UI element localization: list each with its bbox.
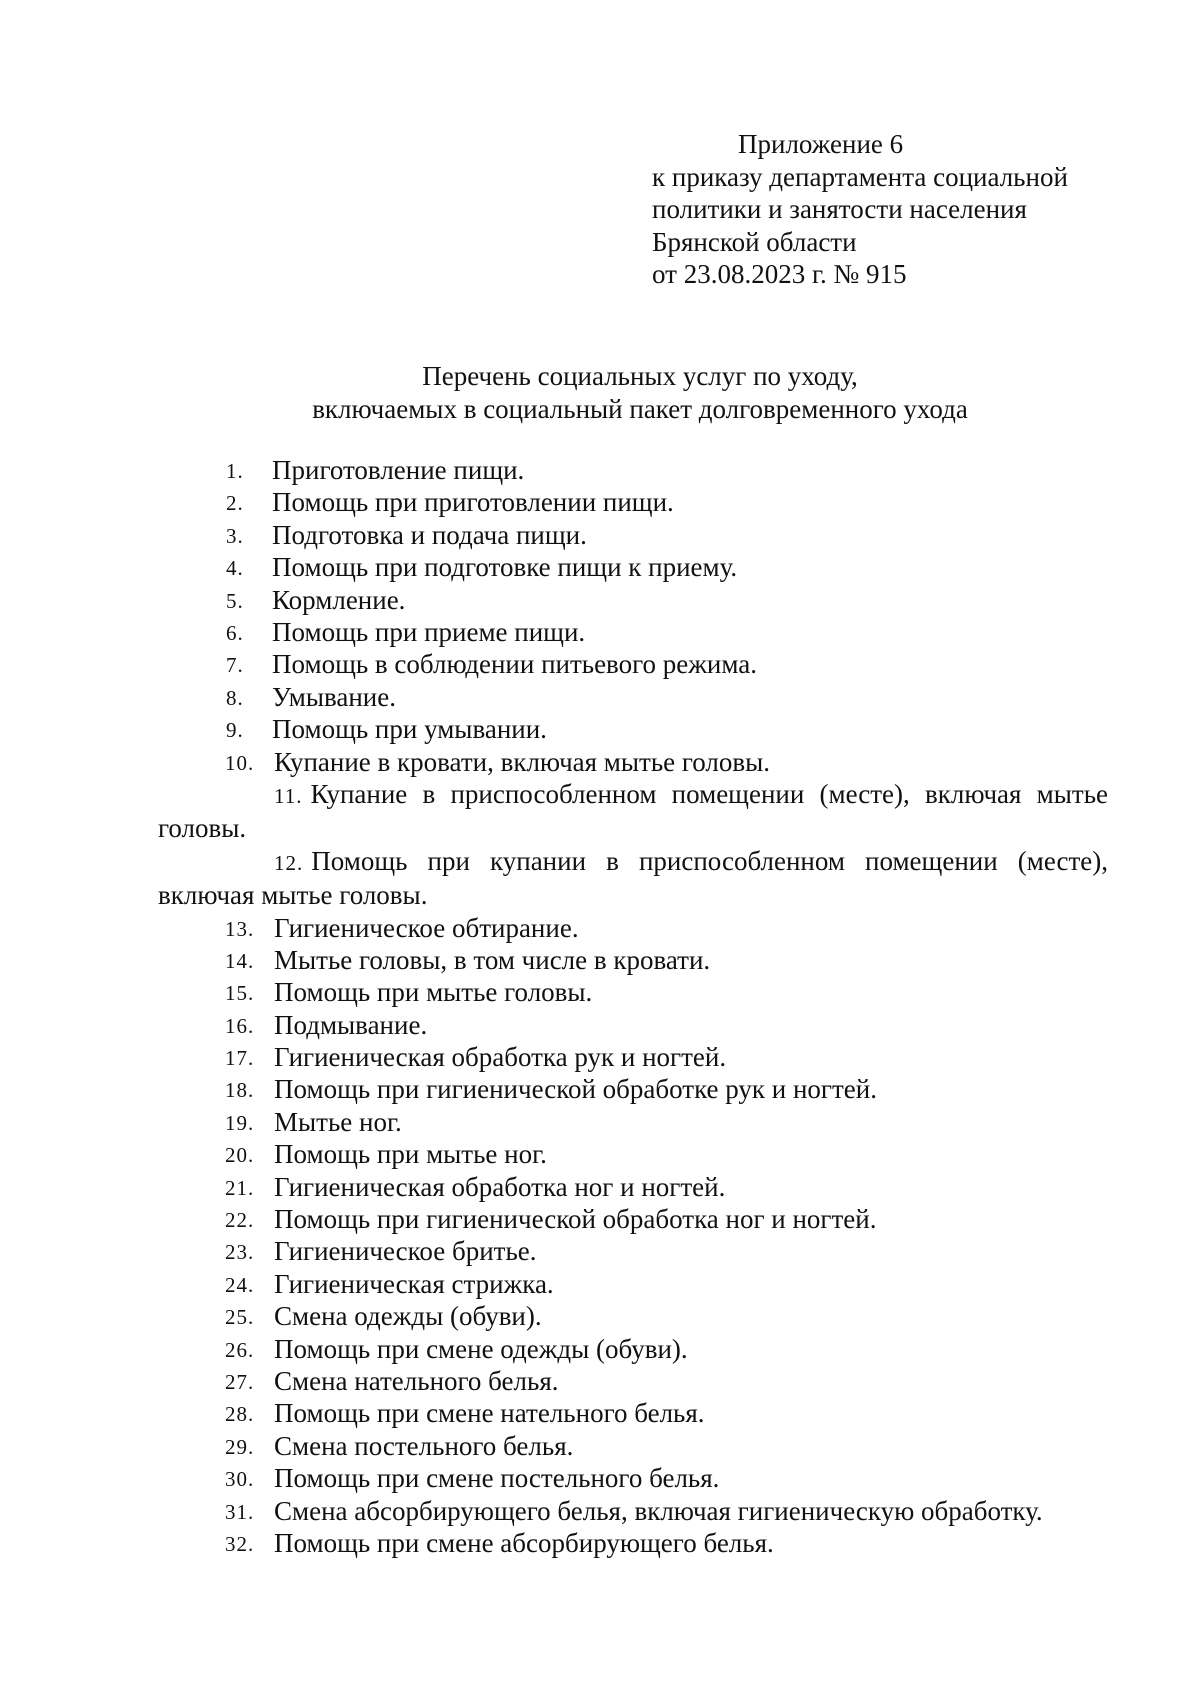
list-item-number: 5. bbox=[226, 588, 244, 613]
appendix-line: к приказу департамента социальной bbox=[652, 161, 1068, 192]
list-item bbox=[158, 944, 1108, 976]
list-item bbox=[158, 912, 1108, 944]
list-item bbox=[158, 1300, 1108, 1332]
list-item-number: 11. bbox=[274, 783, 303, 808]
list-item bbox=[158, 1430, 1108, 1462]
title-line-1: Перечень социальных услуг по уходу, bbox=[422, 361, 858, 391]
list-item-text: Гигиеническая обработка рук и ногтей. bbox=[274, 1042, 727, 1073]
list-item bbox=[158, 486, 1108, 518]
list-item bbox=[158, 1268, 1108, 1300]
list-item-number: 1. bbox=[226, 459, 244, 483]
list-item-text: Помощь при смене абсорбирующего белья. bbox=[274, 1527, 774, 1558]
list-item-number: 14. bbox=[225, 948, 255, 973]
list-item-text: Умывание. bbox=[272, 681, 396, 712]
list-item-text: Помощь при подготовке пищи к приему. bbox=[272, 552, 738, 583]
list-item-number: 16. bbox=[225, 1013, 255, 1038]
list-item-number: 17. bbox=[225, 1046, 255, 1071]
list-item-number: 10. bbox=[225, 750, 255, 775]
list-item-number: 13. bbox=[225, 916, 255, 941]
list-item-number: 4. bbox=[226, 556, 244, 581]
list-item-text: Помощь при гигиенической обработка ног и ногтей. bbox=[274, 1204, 877, 1235]
appendix-line: политики и занятости населения bbox=[652, 194, 1027, 224]
list-item-text: Помощь при умывании. bbox=[272, 714, 547, 745]
list-item-number: 28. bbox=[225, 1402, 255, 1427]
list-item bbox=[158, 1235, 1108, 1267]
list-item bbox=[158, 1138, 1108, 1170]
list-item bbox=[158, 551, 1108, 583]
list-item-text: Подмывание. bbox=[274, 1009, 428, 1040]
list-item-number: 25. bbox=[225, 1305, 255, 1330]
list-item bbox=[158, 584, 1108, 616]
list-item bbox=[158, 746, 1108, 778]
list-item-text: Смена абсорбирующего белья, включая гигиеническую обработку. bbox=[274, 1495, 1043, 1526]
list-item bbox=[158, 1495, 1108, 1527]
list-item bbox=[158, 519, 1108, 551]
list-item-number: 31. bbox=[225, 1499, 255, 1524]
title-line-2: включаемых в социальный пакет долговременного ухода bbox=[312, 393, 968, 424]
list-item-text: Помощь при мытье головы. bbox=[274, 977, 593, 1008]
list-item-text: Помощь при смене одежды (обуви). bbox=[274, 1333, 688, 1364]
list-item-text: Помощь в соблюдении питьевого режима. bbox=[272, 649, 757, 680]
appendix-line: Брянской области bbox=[652, 226, 857, 257]
list-item bbox=[158, 845, 1108, 912]
list-item-text: Помощь при приеме пищи. bbox=[272, 616, 586, 647]
list-item-number: 24. bbox=[225, 1272, 255, 1297]
list-item bbox=[158, 976, 1108, 1008]
list-item bbox=[158, 1041, 1108, 1073]
list-item-text: Помощь при смене нательного белья. bbox=[274, 1398, 705, 1429]
list-item-number: 2. bbox=[226, 491, 244, 516]
list-item bbox=[158, 778, 1108, 845]
document-title bbox=[150, 360, 1130, 425]
list-item-number: 27. bbox=[225, 1370, 255, 1394]
list-item-number: 32. bbox=[225, 1531, 255, 1556]
list-item bbox=[158, 454, 1108, 486]
list-item-number: 30. bbox=[225, 1467, 255, 1492]
list-item-number: 23. bbox=[225, 1240, 255, 1265]
list-item bbox=[158, 713, 1108, 745]
list-item-number: 20. bbox=[225, 1143, 255, 1168]
list-item-number: 19. bbox=[225, 1110, 255, 1135]
list-item-number: 18. bbox=[225, 1078, 255, 1103]
list-item-text: Купание в кровати, включая мытье головы. bbox=[274, 746, 771, 777]
list-item-number: 8. bbox=[226, 685, 244, 710]
list-item-number: 29. bbox=[225, 1434, 255, 1459]
list-item bbox=[158, 1397, 1108, 1429]
services-list bbox=[158, 454, 1108, 1559]
list-item-text: Гигиеническая стрижка. bbox=[274, 1268, 554, 1299]
list-item-number: 15. bbox=[225, 981, 255, 1006]
list-item-number: 12. bbox=[274, 850, 304, 875]
list-item-text: Помощь при приготовлении пищи. bbox=[272, 487, 674, 518]
list-item bbox=[158, 1171, 1108, 1203]
list-item-text: Приготовление пищи. bbox=[272, 455, 525, 485]
list-item-text: Гигиеническая обработка ног и ногтей. bbox=[274, 1171, 726, 1202]
list-item-number: 9. bbox=[226, 718, 244, 743]
list-item bbox=[158, 648, 1108, 680]
appendix-order-date: от 23.08.2023 г. № 915 bbox=[652, 259, 907, 289]
list-item-number: 3. bbox=[226, 523, 244, 548]
list-item bbox=[158, 1106, 1108, 1138]
list-item-number: 22. bbox=[225, 1208, 255, 1233]
list-item-text: Помощь при гигиенической обработке рук и ногтей. bbox=[274, 1074, 877, 1105]
list-item-text: Мытье ног. bbox=[274, 1106, 402, 1137]
list-item-text: Помощь при купании в приспособленном помещении (месте), включая мытье головы. bbox=[158, 845, 1108, 911]
list-item-text: Помощь при смене постельного белья. bbox=[274, 1463, 720, 1494]
list-item bbox=[158, 1073, 1108, 1105]
list-item-number: 21. bbox=[225, 1175, 255, 1200]
list-item bbox=[158, 1009, 1108, 1041]
list-item bbox=[158, 1365, 1108, 1397]
list-item-text: Кормление. bbox=[272, 584, 406, 615]
list-item bbox=[158, 1527, 1108, 1559]
list-item-text: Помощь при мытье ног. bbox=[274, 1139, 547, 1170]
list-item bbox=[158, 616, 1108, 648]
list-item bbox=[158, 681, 1108, 713]
list-item-text: Гигиеническое бритье. bbox=[274, 1236, 537, 1267]
list-item-text: Смена нательного белья. bbox=[274, 1366, 559, 1396]
appendix-header bbox=[652, 128, 1068, 291]
list-item-text: Купание в приспособленном помещении (месте), включая мытье головы. bbox=[158, 778, 1108, 844]
list-item bbox=[158, 1462, 1108, 1494]
appendix-label: Приложение 6 bbox=[738, 129, 904, 159]
list-item bbox=[158, 1203, 1108, 1235]
list-item-text: Мытье головы, в том числе в кровати. bbox=[274, 944, 711, 975]
list-item-number: 6. bbox=[226, 620, 244, 645]
list-item-text: Гигиеническое обтирание. bbox=[274, 912, 579, 943]
list-item-number: 7. bbox=[226, 653, 244, 678]
list-item-text: Подготовка и подача пищи. bbox=[272, 519, 587, 550]
list-item-text: Смена одежды (обуви). bbox=[274, 1301, 542, 1332]
list-item-number: 26. bbox=[225, 1337, 255, 1362]
list-item bbox=[158, 1333, 1108, 1365]
list-item-text: Смена постельного белья. bbox=[274, 1430, 574, 1461]
